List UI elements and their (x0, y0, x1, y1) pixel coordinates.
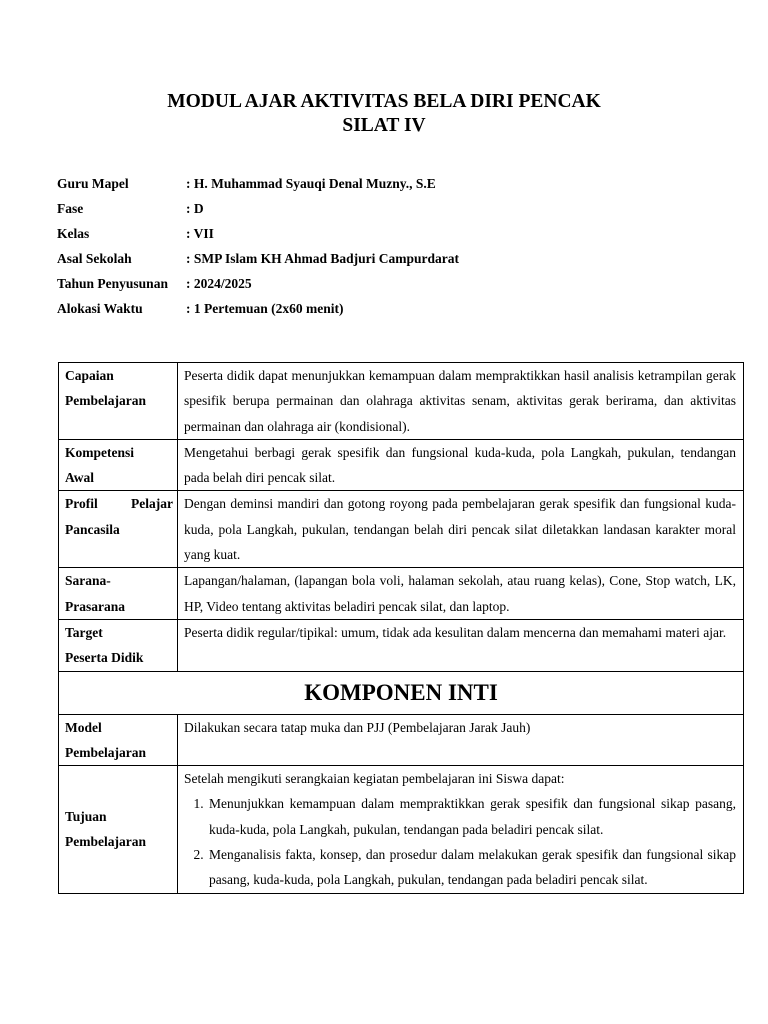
label-word: Profil (65, 496, 98, 512)
table-row-section-heading (59, 671, 744, 714)
table-row-tujuan (59, 766, 744, 893)
table-row-profil (59, 491, 744, 568)
info-row-kelas (57, 224, 459, 249)
document-title (0, 90, 768, 138)
label-line: Pancasila (65, 521, 120, 537)
label-line: Pembelajaran (65, 744, 146, 760)
module-table (58, 362, 744, 894)
row-label-profil (59, 491, 178, 568)
label-line: Pembelajaran (65, 393, 146, 409)
row-label-sarana (59, 568, 178, 620)
row-label-tujuan (59, 766, 178, 893)
label-line: Pembelajaran (65, 834, 146, 850)
row-value-tujuan (178, 766, 744, 893)
info-value: : D (186, 201, 204, 216)
info-value: : SMP Islam KH Ahmad Badjuri Campurdarat (186, 251, 460, 266)
info-row-guru-mapel (57, 174, 459, 199)
info-value: : 1 Pertemuan (2x60 menit) (186, 301, 344, 316)
title-line-1: MODUL AJAR AKTIVITAS BELA DIRI PENCAK (167, 91, 601, 112)
row-label-target (59, 619, 178, 671)
info-label: Guru Mapel (57, 176, 129, 191)
row-label-capaian (59, 363, 178, 440)
label-line: Kompetensi (65, 444, 134, 460)
row-value-profil: Dengan deminsi mandiri dan gotong royong pada pembelajaran gerak spesifik dan fungsional kuda-kuda, pola Langkah, pukulan, tendangan belah diri pencak silat diletakkan landasan karakter moral yang kuat. (178, 491, 744, 568)
row-label-kompetensi (59, 439, 178, 491)
row-value-capaian: Peserta didik dapat menunjukkan kemampuan dalam mempraktikkan hasil analisis ketrampilan gerak spesifik berupa permainan dan olahraga aktivitas senam, aktivitas gerak berirama, dan aktivitas permainan dan olahraga air (kondisional). (178, 363, 744, 440)
label-line: Tujuan (65, 809, 107, 825)
table-row-sarana (59, 568, 744, 620)
section-heading: KOMPONEN INTI (59, 671, 744, 714)
label-line: Model (65, 719, 102, 735)
info-row-asal-sekolah (57, 249, 459, 274)
info-row-tahun-penyusunan (57, 274, 459, 299)
table-row-capaian (59, 363, 744, 440)
info-row-alokasi-waktu (57, 299, 459, 324)
list-item: 1. Menunjukkan kemampuan dalam mempraktikkan gerak spesifik dan fungsional sikap pasang, kuda-kuda, pola Langkah, pukulan, tendangan pada beladiri pencak silat. (207, 791, 736, 842)
info-value: : H. Muhammad Syauqi Denal Muzny., S.E (186, 176, 436, 191)
label-line: Prasarana (65, 598, 125, 614)
label-line: Sarana- (65, 573, 111, 589)
table-row-target (59, 619, 744, 671)
info-value: : VII (186, 226, 214, 241)
label-line: Capaian (65, 368, 114, 383)
label-line (65, 491, 173, 516)
label-line: Target (65, 624, 103, 640)
title-line-2: SILAT IV (342, 115, 426, 136)
identity-info (57, 174, 459, 324)
label-word: Pelajar (131, 496, 173, 512)
table-row-kompetensi (59, 439, 744, 491)
info-label: Asal Sekolah (57, 251, 132, 266)
info-label: Fase (57, 201, 84, 216)
info-label: Kelas (57, 226, 90, 241)
info-row-fase (57, 199, 459, 224)
row-value-kompetensi: Mengetahui berbagi gerak spesifik dan fungsional kuda-kuda, pola Langkah, pukulan, tendangan pada belah diri pencak silat. (178, 439, 744, 491)
info-value: : 2024/2025 (186, 276, 252, 291)
row-value-model: Dilakukan secara tatap muka dan PJJ (Pembelajaran Jarak Jauh) (178, 714, 744, 766)
objectives-intro: Setelah mengikuti serangkaian kegiatan pembelajaran ini Siswa dapat: (184, 771, 565, 787)
info-label: Alokasi Waktu (57, 301, 143, 316)
label-line: Awal (65, 470, 94, 486)
row-value-sarana: Lapangan/halaman, (lapangan bola voli, halaman sekolah, atau ruang kelas), Cone, Stop watch, LK, HP, Video tentang aktivitas beladiri pencak silat, dan laptop. (178, 568, 744, 620)
row-value-target: Peserta didik regular/tipikal: umum, tidak ada kesulitan dalam mencerna dan memahami materi ajar. (178, 619, 744, 671)
info-label: Tahun Penyusunan (57, 276, 168, 291)
list-item: 2. Menganalisis fakta, konsep, dan prosedur dalam melakukan gerak spesifik dan fungsional sikap pasang, kuda-kuda, pola Langkah, pukulan, tendangan pada beladiri pencak silat. (207, 842, 736, 893)
row-label-model (59, 714, 178, 766)
objectives-list (184, 791, 736, 892)
table-row-model (59, 714, 744, 766)
label-line: Peserta Didik (65, 650, 144, 666)
